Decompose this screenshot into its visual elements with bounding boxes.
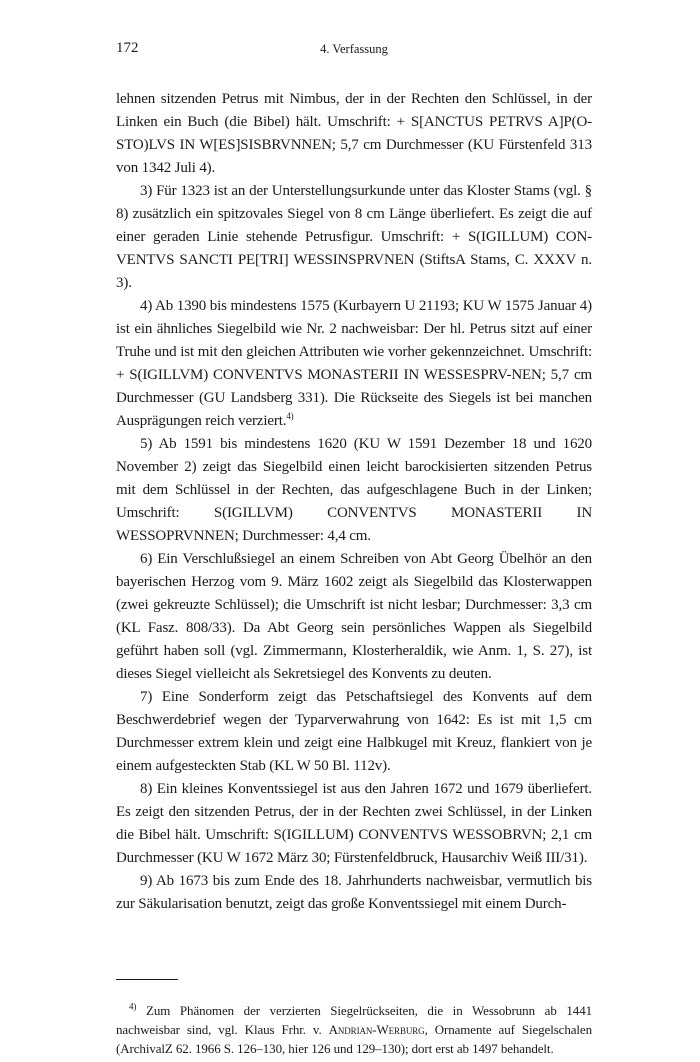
paragraph-seal-4 xyxy=(116,295,592,433)
running-head: 4. Verfassung xyxy=(320,42,388,56)
footnote-author: Andrian-Werburg xyxy=(328,1022,425,1037)
paragraph-seal-7: 7) Eine Sonderform zeigt das Petschaftsiegel des Konvents auf dem Beschwerdebrief wegen der Typarverwahrung von 1642: Es ist mit 1,5 cm Durchmesser extrem klein und zeigt eine Halbkugel mit Kreuz, flankiert von je einem aufgesteckten Stab (KL W 50 Bl. 112v). xyxy=(116,689,592,774)
book-page xyxy=(116,40,592,1056)
paragraph-seal-4-text: 4) Ab 1390 bis mindestens 1575 (Kurbayern U 21193; KU W 1575 Januar 4) ist ein ähnliches Siegelbild wie Nr. 2 nachweisbar: Der hl. Petrus sitzt auf einer Truhe und ist mit den gleichen Attributen wie vorher gekennzeichnet. Umschrift: + S(IGILLVM) CONVENTVS MONASTERII IN WESSESPRV-NEN; 5,7 cm Durchmesser (GU Landsberg 331). Die Rückseite des Siegels ist bei manchen Ausprägungen reich verziert. xyxy=(116,298,592,429)
footnote-text-a: Zum Phänomen der verzierten Siegelrückseiten, die in Wessobrunn ab 1441 nachweisbar sind, vgl. Klaus Frhr. v. xyxy=(116,1003,592,1037)
footnote-text-b: , Ornamente auf Siegelschalen (ArchivalZ 62. 1966 S. 126–130, hier 126 und 129–130); dort erst ab 1497 behandelt. xyxy=(116,1022,592,1056)
paragraph-continuation: lehnen sitzenden Petrus mit Nimbus, der in der Rechten den Schlüssel, in der Linken ein Buch (die Bibel) hält. Umschrift: + S[ANCTUS PETRVS A]P(O-STO)LVS IN W[ES]SISBRVNNEN; 5,7 cm Durchmesser (KU Fürstenfeld 313 von 1342 Juli 4). xyxy=(116,91,592,176)
paragraph-seal-3: 3) Für 1323 ist an der Unterstellungsurkunde unter das Kloster Stams (vgl. § 8) zusätzlich ein spitzovales Siegel von 8 cm Länge überliefert. Es zeigt die auf einer geraden Linie stehende Petrusfigur. Umschrift: + S(IGILLUM) CON-VENTVS SANCTI PE[TRI] WESSINSPRVNEN (StiftsA Stams, C. XXXV n. 3). xyxy=(116,183,592,291)
paragraph-seal-9: 9) Ab 1673 bis zum Ende des 18. Jahrhunderts nachweisbar, vermutlich bis zur Säkularisation benutzt, zeigt das große Konventssiegel mit einem Durch- xyxy=(116,873,592,912)
footnote-divider xyxy=(116,979,178,980)
footnote-marker: 4) xyxy=(129,1001,137,1012)
page-number: 172 xyxy=(116,40,139,56)
paragraph-seal-5: 5) Ab 1591 bis mindestens 1620 (KU W 1591 Dezember 18 und 1620 November 2) zeigt das Siegelbild einen leicht barockisierten sitzenden Petrus mit dem Schlüssel in der Rechten, das aufgeschlagene Buch in der Linken; Umschrift: S(IGILLVM) CONVENTVS MONASTERII IN WESSOPRVNNEN; Durchmesser: 4,4 cm. xyxy=(116,436,592,544)
page-header xyxy=(116,40,592,64)
paragraph-seal-8: 8) Ein kleines Konventssiegel ist aus den Jahren 1672 und 1679 überliefert. Es zeigt den sitzenden Petrus, der in der Rechten zwei Schlüssel, in der Linken die Bibel hält. Umschrift: S(IGILLUM) CONVENTVS WESSOBRVN; 2,1 cm Durchmesser (KU W 1672 März 30; Fürstenfeldbruck, Hausarchiv Weiß III/31). xyxy=(116,781,592,866)
footnote-reference: 4) xyxy=(286,411,294,421)
body-text xyxy=(116,88,592,916)
footnote xyxy=(116,1001,592,1058)
paragraph-seal-6: 6) Ein Verschlußsiegel an einem Schreiben von Abt Georg Übelhör an den bayerischen Herzog vom 9. März 1602 zeigt als Siegelbild das Klosterwappen (zwei gekreuzte Schlüssel); die Umschrift ist nicht lesbar; Durchmesser: 3,3 cm (KL Fasz. 808/33). Da Abt Georg sein persönliches Wappen als Siegelbild geführt haben soll (vgl. Zimmermann, Klosterheraldik, wie Anm. 1, S. 27), ist dieses Siegel vielleicht als Sekretsiegel des Konvents zu deuten. xyxy=(116,551,592,682)
